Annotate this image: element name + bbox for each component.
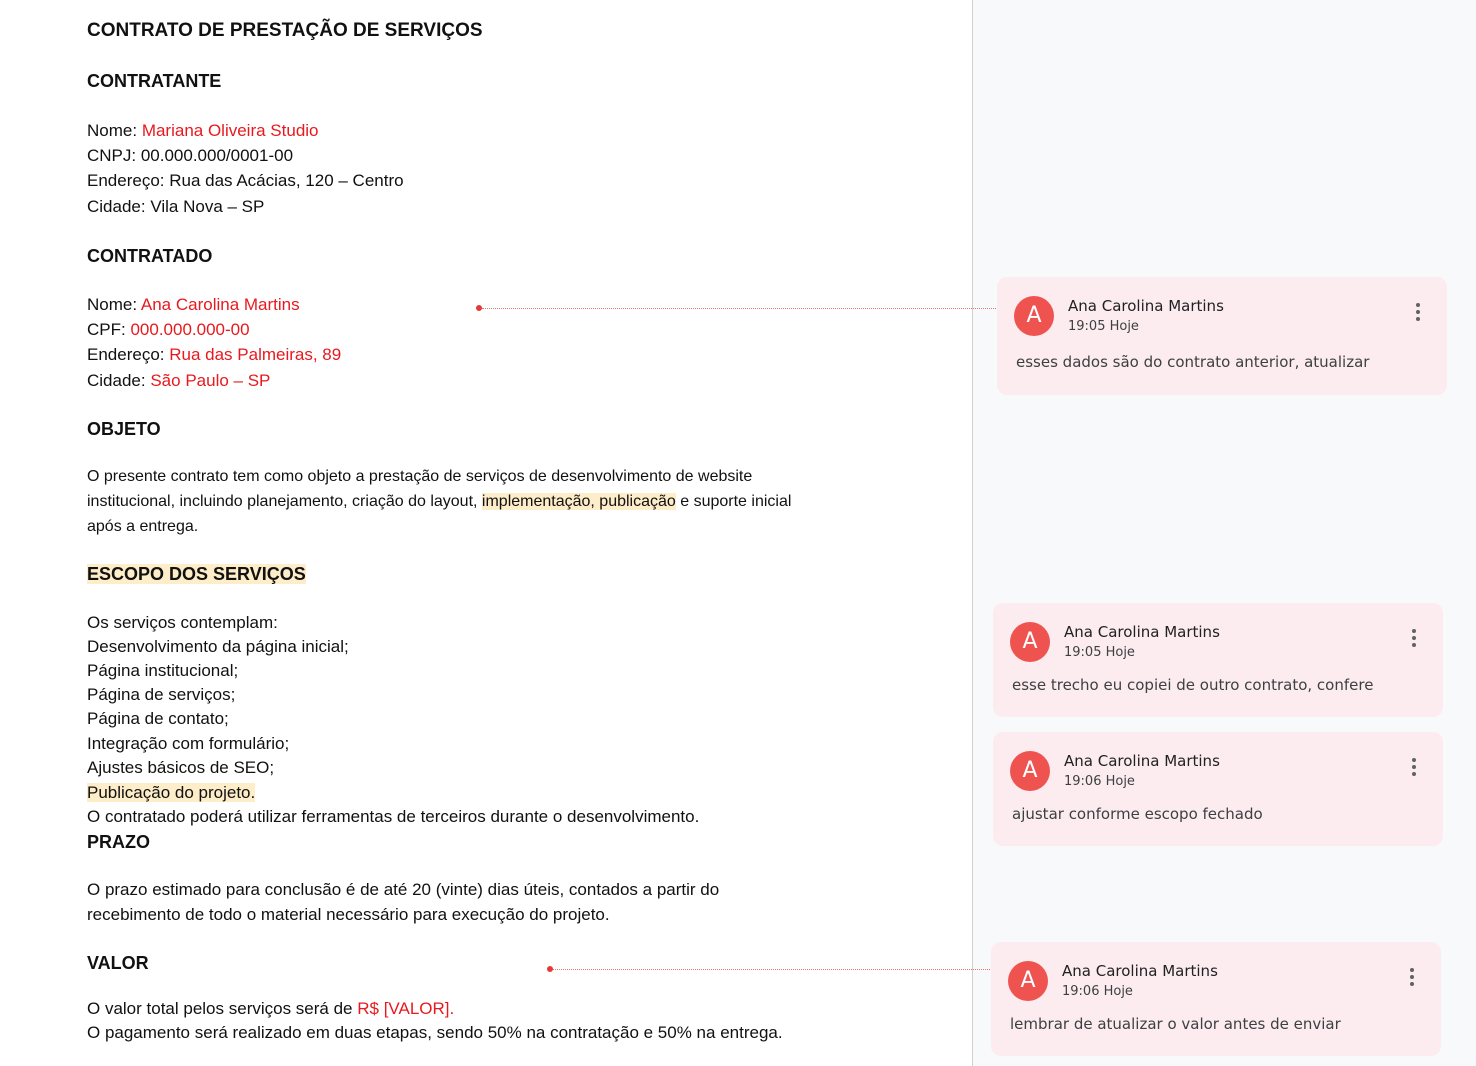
document-title: CONTRATO DE PRESTAÇÃO DE SERVIÇOS <box>87 20 483 41</box>
objeto-line-1[interactable]: O presente contrato tem como objeto a prestação de serviços de desenvolvimento de website <box>87 468 753 485</box>
escopo-item[interactable]: Desenvolvimento da página inicial; <box>87 637 349 656</box>
contratante-heading: CONTRATANTE <box>87 71 222 91</box>
comment-text: ajustar conforme escopo fechado <box>1012 805 1263 823</box>
contratante-cidade[interactable]: Cidade: Vila Nova – SP <box>87 197 265 216</box>
valor-placeholder[interactable]: R$ [VALOR] <box>357 999 450 1018</box>
comment-author: Ana Carolina Martins <box>1062 962 1218 980</box>
escopo-heading-text: ESCOPO DOS SERVIÇOS <box>87 564 306 584</box>
endereco-label: Endereço: <box>87 345 165 364</box>
comment-card[interactable] <box>991 942 1441 1056</box>
objeto-line-3[interactable]: após a entrega. <box>87 518 199 535</box>
contratado-cidade-value[interactable]: São Paulo – SP <box>150 371 271 390</box>
escopo-item[interactable]: Página de serviços; <box>87 685 236 704</box>
contratante-nome-value[interactable]: Mariana Oliveira Studio <box>141 121 319 140</box>
avatar: A <box>1008 961 1048 1001</box>
comment-connector <box>553 969 992 970</box>
comment-author: Ana Carolina Martins <box>1064 752 1220 770</box>
comment-text: esse trecho eu copiei de outro contrato, confere <box>1012 676 1374 694</box>
prazo-line-2[interactable]: recebimento de todo o material necessário para execução do projeto. <box>87 905 610 924</box>
nome-label: Nome: <box>87 121 138 140</box>
avatar: A <box>1014 296 1054 336</box>
contratante-cnpj[interactable]: CNPJ: 00.000.000/0001-00 <box>87 146 294 165</box>
objeto-line-2[interactable] <box>87 491 791 513</box>
contratado-nome-value[interactable]: Ana Carolina Martins <box>140 295 300 314</box>
nome-label: Nome: <box>87 295 138 314</box>
prazo-heading: PRAZO <box>87 832 150 852</box>
cidade-label: Cidade: <box>87 371 146 390</box>
comment-time: 19:06 Hoje <box>1064 774 1135 789</box>
cpf-label: CPF: <box>87 320 126 339</box>
contratante-nome[interactable] <box>87 120 319 142</box>
more-options-icon[interactable] <box>1411 629 1417 651</box>
contratado-heading: CONTRATADO <box>87 246 213 266</box>
objeto-text: institucional, incluindo planejamento, criação do layout, <box>87 493 482 510</box>
comment-text: esses dados são do contrato anterior, atualizar <box>1016 353 1370 371</box>
comment-card[interactable] <box>993 732 1443 846</box>
valor-line-1[interactable] <box>87 998 454 1020</box>
valor-period: . <box>449 999 455 1018</box>
escopo-item-highlighted[interactable] <box>87 782 255 804</box>
valor-heading: VALOR <box>87 953 149 973</box>
objeto-heading: OBJETO <box>87 419 161 439</box>
comment-time: 19:05 Hoje <box>1064 645 1135 660</box>
contratado-cpf-value[interactable]: 000.000.000-00 <box>130 320 250 339</box>
comment-author: Ana Carolina Martins <box>1064 623 1220 641</box>
comment-time: 19:06 Hoje <box>1062 984 1133 999</box>
comment-author: Ana Carolina Martins <box>1068 297 1224 315</box>
contratado-cpf[interactable] <box>87 319 250 341</box>
objeto-highlighted-text[interactable]: implementação, publicação <box>481 493 676 510</box>
more-options-icon[interactable] <box>1411 758 1417 780</box>
escopo-item[interactable]: Página de contato; <box>87 709 229 728</box>
comment-card[interactable] <box>993 603 1443 717</box>
objeto-text: e suporte inicial <box>675 493 792 510</box>
valor-line-2[interactable]: O pagamento será realizado em duas etapas, sendo 50% na contratação e 50% na entrega. <box>87 1023 783 1042</box>
escopo-note[interactable]: O contratado poderá utilizar ferramentas de terceiros durante o desenvolvimento. <box>87 807 700 826</box>
avatar: A <box>1010 622 1050 662</box>
prazo-line-1[interactable]: O prazo estimado para conclusão é de até 20 (vinte) dias úteis, contados a partir do <box>87 880 720 899</box>
comment-connector <box>482 308 998 309</box>
contratado-nome[interactable] <box>87 294 300 316</box>
comments-sidebar <box>973 0 1476 1066</box>
comment-text: lembrar de atualizar o valor antes de enviar <box>1010 1015 1341 1033</box>
contratante-endereco[interactable]: Endereço: Rua das Acácias, 120 – Centro <box>87 171 404 190</box>
more-options-icon[interactable] <box>1409 968 1415 990</box>
escopo-item[interactable]: Ajustes básicos de SEO; <box>87 758 275 777</box>
avatar: A <box>1010 751 1050 791</box>
contratado-endereco-value[interactable]: Rua das Palmeiras, 89 <box>169 345 342 364</box>
contratado-endereco[interactable] <box>87 344 341 366</box>
more-options-icon[interactable] <box>1415 303 1421 325</box>
escopo-intro[interactable]: Os serviços contemplam: <box>87 613 278 632</box>
escopo-item[interactable]: Integração com formulário; <box>87 734 290 753</box>
valor-text: O valor total pelos serviços será de <box>87 999 358 1018</box>
contratado-cidade[interactable] <box>87 370 270 392</box>
escopo-item[interactable]: Página institucional; <box>87 661 239 680</box>
comment-time: 19:05 Hoje <box>1068 319 1139 334</box>
escopo-highlighted-text: Publicação do projeto. <box>87 783 256 802</box>
comment-card[interactable] <box>997 277 1447 395</box>
escopo-heading[interactable] <box>87 563 306 585</box>
